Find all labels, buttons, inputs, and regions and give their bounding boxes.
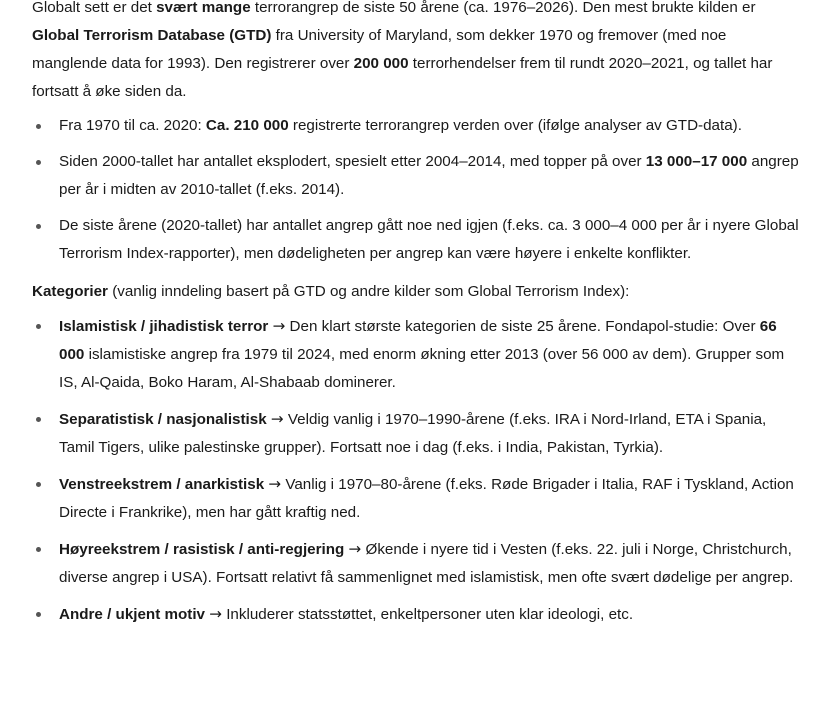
arrow-icon: → bbox=[272, 317, 286, 335]
intro-text: fra University of Maryland, som dekker 1970 og fremover (med noe manglende data for 1993). Den registrerer over bbox=[32, 27, 727, 72]
intro-paragraph bbox=[32, 0, 802, 106]
bullet-icon bbox=[36, 160, 41, 165]
chat-response bbox=[32, 0, 802, 637]
category-text: Inkluderer statsstøttet, enkeltpersoner uten klar ideologi, etc. bbox=[221, 606, 634, 623]
category-text: Økende i nyere tid i Vesten (f.eks. 22. juli i Norge, Christchurch, diverse angrep i USA). Fortsatt relativt få sammenlignet med islamistisk, men ofte svært dødelige per angrep. bbox=[59, 541, 794, 586]
item-text: Siden 2000-tallet har antallet eksplodert, spesielt etter 2004–2014, med topper på over bbox=[59, 153, 646, 170]
categories-list bbox=[32, 312, 802, 629]
intro-text: terrorangrep de siste 50 årene (ca. 1976–2026). Den mest brukte kilden er bbox=[250, 0, 756, 16]
bullet-icon bbox=[36, 124, 41, 129]
item-text: De siste årene (2020-tallet) har antallet angrep gått noe ned igjen (f.eks. ca. 3 000–4 000 per år i nyere Global Terrorism Index-rapporter), men dødeligheten per angrep kan være høyere i enkelte konflikter. bbox=[59, 217, 799, 262]
bullet-icon bbox=[36, 482, 41, 487]
category-title: Islamistisk / jihadistisk terror bbox=[59, 318, 269, 335]
category-item bbox=[32, 312, 802, 397]
category-text: Den klart største kategorien de siste 25 årene. Fondapol-studie: Over bbox=[285, 318, 760, 335]
heading-text: (vanlig inndeling basert på GTD og andre kilder som Global Terrorism Index): bbox=[107, 283, 630, 300]
heading-bold: Kategorier bbox=[32, 283, 108, 300]
bullet-icon bbox=[36, 547, 41, 552]
item-text: Fra 1970 til ca. 2020: bbox=[59, 117, 206, 134]
bullet-icon bbox=[36, 612, 41, 617]
category-title: Separatistisk / nasjonalistisk bbox=[59, 411, 267, 428]
category-item bbox=[32, 405, 802, 462]
bullet-icon bbox=[36, 417, 41, 422]
category-text: Veldig vanlig i 1970–1990-årene (f.eks. IRA i Nord-Irland, ETA i Spania, Tamil Tigers, ulike palestinske grupper). Fortsatt noe i dag (f.eks. i India, Pakistan, Tyrkia). bbox=[59, 411, 767, 456]
list-item bbox=[32, 112, 802, 140]
intro-bold: svært mange bbox=[156, 0, 251, 16]
arrow-icon: → bbox=[209, 605, 222, 623]
category-bold: 66 000 bbox=[59, 318, 777, 363]
category-text: Vanlig i 1970–80-årene (f.eks. Røde Brigader i Italia, RAF i Tyskland, Action Directe i Frankrike), men har gått kraftig ned. bbox=[59, 476, 794, 521]
category-title: Høyreekstrem / rasistisk / anti-regjering bbox=[59, 541, 345, 558]
bullet-icon bbox=[36, 224, 41, 229]
item-text: angrep per år i midten av 2010-tallet (f.eks. 2014). bbox=[59, 153, 799, 198]
arrow-icon: → bbox=[348, 540, 362, 558]
intro-bold: Global Terrorism Database (GTD) bbox=[32, 27, 272, 44]
intro-text: terrorhendelser frem til rundt 2020–2021, og tallet har fortsatt å øke siden da. bbox=[32, 55, 773, 100]
arrow-icon: → bbox=[270, 410, 284, 428]
bullet-icon bbox=[36, 324, 41, 329]
category-title: Andre / ukjent motiv bbox=[59, 606, 205, 623]
item-bold: Ca. 210 000 bbox=[205, 117, 289, 134]
item-text: registrerte terrorangrep verden over (ifølge analyser av GTD-data). bbox=[288, 117, 742, 134]
intro-text: Globalt sett er det bbox=[32, 0, 157, 16]
category-title: Venstreekstrem / anarkistisk bbox=[59, 476, 265, 493]
category-item bbox=[32, 470, 802, 527]
intro-bold: 200 000 bbox=[353, 55, 409, 72]
list-item bbox=[32, 148, 802, 204]
category-item bbox=[32, 535, 802, 592]
categories-heading bbox=[32, 278, 802, 306]
list-item bbox=[32, 212, 802, 268]
category-text: islamistiske angrep fra 1979 til 2024, med enorm økning etter 2013 (over 56 000 av dem). Grupper som IS, Al-Qaida, Boko Haram, Al-Shabaab dominerer. bbox=[59, 346, 785, 391]
item-bold: 13 000–17 000 bbox=[645, 153, 748, 170]
category-item bbox=[32, 600, 802, 629]
stats-list bbox=[32, 112, 802, 268]
arrow-icon: → bbox=[268, 475, 282, 493]
